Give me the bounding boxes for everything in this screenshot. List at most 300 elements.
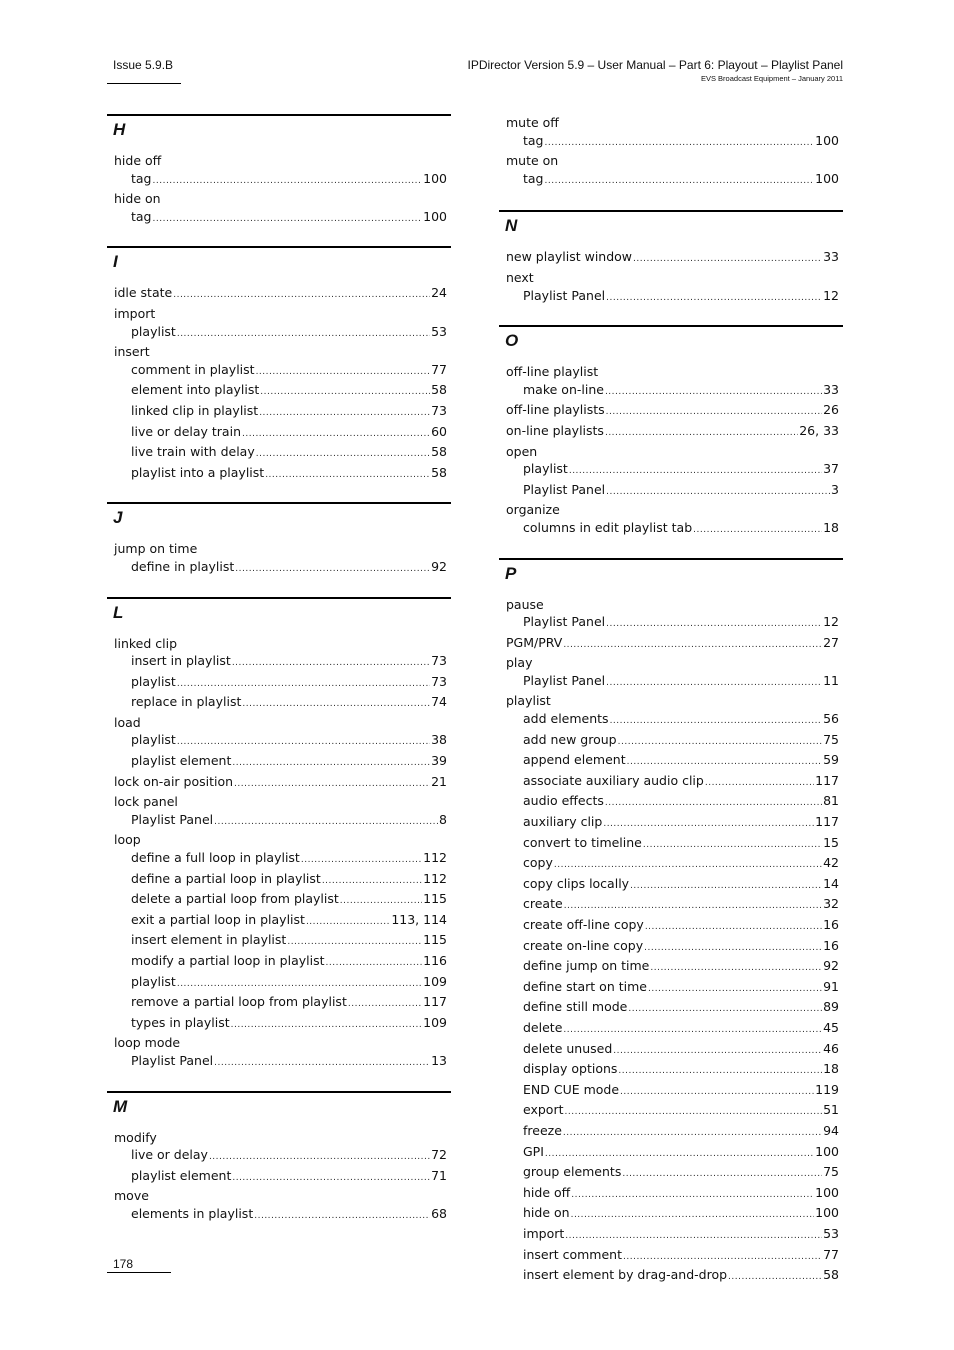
- dot-leader: [610, 713, 823, 731]
- page-reference: 100: [423, 170, 447, 186]
- index-subentry: [499, 916, 843, 937]
- page-reference: 117: [815, 772, 839, 788]
- index-subentry: [107, 1052, 451, 1073]
- dot-leader: [728, 1269, 822, 1287]
- index-term: playlist: [523, 461, 568, 477]
- document-subtitle: EVS Broadcast Equipment – January 2011: [700, 74, 843, 83]
- index-term: Playlist Panel: [523, 672, 606, 688]
- page-reference: 27: [823, 634, 839, 650]
- dot-leader: [606, 616, 822, 634]
- dot-leader: [643, 837, 822, 855]
- index-subentry: [499, 170, 843, 191]
- dot-leader: [287, 934, 422, 952]
- index-term: add elements: [523, 711, 609, 727]
- page-reference: 14: [823, 875, 839, 891]
- header-rule: [107, 83, 181, 84]
- index-subentry: [499, 1266, 843, 1287]
- page-reference: 18: [823, 519, 839, 535]
- dot-leader: [326, 955, 423, 973]
- dot-leader: [545, 1146, 814, 1164]
- index-subentry: [499, 834, 843, 855]
- index-term: insert in playlist: [131, 653, 231, 669]
- index-subentry: [499, 460, 843, 481]
- index-term: lock on-air position: [114, 773, 234, 789]
- index-term: hide on: [523, 1205, 570, 1221]
- index-entry: [107, 1129, 451, 1147]
- index-term: modify: [114, 1129, 157, 1145]
- dot-leader: [644, 940, 822, 958]
- page-reference: 38: [431, 732, 447, 748]
- index-term: display options: [523, 1061, 618, 1077]
- page-reference: 73: [431, 673, 447, 689]
- index-subentry: [107, 673, 451, 694]
- index-subentry: [107, 973, 451, 994]
- index-subentry: [499, 613, 843, 634]
- dot-leader: [627, 754, 822, 772]
- section-letter: N: [499, 210, 843, 248]
- index-term: create off-line copy: [523, 917, 644, 932]
- index-term: copy: [523, 855, 553, 871]
- index-section-l: [107, 597, 451, 1073]
- index-term: lock panel: [114, 794, 178, 810]
- page-reference: 56: [823, 711, 839, 727]
- dot-leader: [235, 561, 430, 579]
- dot-leader: [232, 755, 430, 773]
- index-column-right: [499, 114, 843, 1305]
- index-subentry: [499, 1081, 843, 1102]
- index-section-h: [107, 114, 451, 228]
- index-entry: [107, 152, 451, 170]
- page-reference: 12: [823, 287, 839, 303]
- dot-leader: [618, 734, 822, 752]
- index-subentry: [499, 1163, 843, 1184]
- index-entry: [499, 363, 843, 381]
- index-subentry: [107, 993, 451, 1014]
- document-title: IPDirector Version 5.9 – User Manual – Part 6: Playout – Playlist Panel: [467, 58, 843, 72]
- dot-leader: [645, 919, 822, 937]
- page-reference: 77: [823, 1246, 839, 1262]
- dot-leader: [177, 676, 430, 694]
- index-term: group elements: [523, 1164, 622, 1180]
- index-term: comment in playlist: [131, 361, 255, 377]
- index-term: define in playlist: [131, 558, 235, 574]
- page-reference: 26: [823, 402, 839, 418]
- index-subentry: [107, 402, 451, 423]
- index-subentry: [107, 443, 451, 464]
- index-term: Playlist Panel: [523, 287, 606, 303]
- index-term: live or delay train: [131, 423, 241, 439]
- index-entry: [499, 634, 843, 655]
- page-reference: 21: [431, 773, 447, 789]
- page-reference: 75: [823, 1164, 839, 1180]
- dot-leader: [545, 173, 815, 191]
- dot-leader: [633, 251, 822, 269]
- index-term: mute off: [506, 115, 559, 130]
- page-reference: 113, 114: [391, 911, 447, 927]
- dot-leader: [571, 1187, 814, 1205]
- dot-leader: [605, 384, 822, 402]
- index-term: move: [114, 1188, 149, 1204]
- footer-rule: [107, 1272, 171, 1273]
- page-reference: 68: [431, 1205, 447, 1221]
- dot-leader: [256, 364, 431, 382]
- dot-leader: [322, 873, 422, 891]
- index-term: mute on: [506, 153, 559, 169]
- index-term: playlist: [131, 673, 176, 689]
- page-reference: 116: [423, 953, 447, 968]
- dot-leader: [693, 522, 822, 540]
- index-term: next: [506, 269, 534, 285]
- dot-leader: [565, 1104, 823, 1122]
- index-term: linked clip in playlist: [131, 402, 259, 418]
- page-reference: 11: [823, 672, 839, 688]
- page-reference: 16: [823, 937, 839, 953]
- index-entry: [499, 248, 843, 269]
- page-reference: 115: [423, 932, 447, 948]
- dot-leader: [214, 814, 438, 832]
- index-subentry: [499, 381, 843, 402]
- page-reference: 109: [423, 1014, 447, 1030]
- index-term: idle state: [114, 285, 173, 301]
- dot-leader: [209, 1149, 430, 1167]
- index-entry: [107, 831, 451, 849]
- index-term: insert comment: [523, 1246, 622, 1262]
- index-subentry: [107, 323, 451, 344]
- index-term: delete unused: [523, 1040, 613, 1056]
- page-reference: 77: [431, 361, 447, 377]
- index-section-m: [107, 1091, 451, 1226]
- index-entry: [107, 190, 451, 208]
- index-subentry: [499, 1246, 843, 1267]
- index-section-n: [499, 210, 843, 307]
- index-entry: [499, 114, 843, 132]
- index-term: define start on time: [523, 978, 647, 994]
- index-subentry: [107, 731, 451, 752]
- index-term: import: [114, 305, 156, 321]
- page-reference: 53: [431, 323, 447, 339]
- index-term: define jump on time: [523, 958, 650, 974]
- index-term: export: [523, 1102, 564, 1118]
- dot-leader: [606, 675, 822, 693]
- page-reference: 32: [823, 896, 839, 912]
- index-term: off-line playlist: [506, 364, 599, 380]
- index-entry: [107, 773, 451, 794]
- index-entry: [499, 596, 843, 614]
- page-reference: 100: [815, 1184, 839, 1200]
- dot-leader: [603, 816, 814, 834]
- index-entry: [499, 401, 843, 422]
- page-reference: 58: [431, 382, 447, 398]
- index-term: playlist element: [131, 1167, 232, 1183]
- index-subentry: [107, 652, 451, 673]
- index-subentry: [499, 132, 843, 153]
- page-reference: 92: [431, 558, 447, 574]
- index-term: playlist: [131, 323, 176, 339]
- page-reference: 117: [423, 994, 447, 1010]
- index-subentry: [499, 1019, 843, 1040]
- section-letter: J: [107, 502, 451, 540]
- index-subentry: [499, 1060, 843, 1081]
- dot-leader: [306, 914, 390, 932]
- index-term: Playlist Panel: [131, 1052, 214, 1068]
- dot-leader: [177, 976, 422, 994]
- index-subentry: [107, 208, 451, 229]
- dot-leader: [565, 1228, 822, 1246]
- index-entry: [499, 692, 843, 710]
- page-reference: 91: [823, 978, 839, 994]
- page-reference: 13: [431, 1052, 447, 1068]
- index-term: off-line playlists: [506, 402, 605, 418]
- dot-leader: [242, 426, 430, 444]
- page-reference: 115: [423, 891, 447, 907]
- dot-leader: [563, 1022, 822, 1040]
- index-term: playlist: [506, 693, 551, 709]
- index-term: associate auxiliary audio clip: [523, 772, 704, 788]
- page-reference: 60: [431, 423, 447, 439]
- index-term: elements in playlist: [131, 1205, 254, 1221]
- index-entry: [107, 284, 451, 305]
- dot-leader: [153, 211, 423, 229]
- index-subentry: [499, 978, 843, 999]
- index-term: organize: [506, 502, 560, 518]
- index-term: playlist: [131, 973, 176, 989]
- index-subentry: [499, 1204, 843, 1225]
- index-term: delete: [523, 1019, 563, 1035]
- dot-leader: [214, 1055, 430, 1073]
- index-subentry: [499, 672, 843, 693]
- page-reference: 18: [823, 1061, 839, 1077]
- index-term: playlist: [131, 732, 176, 748]
- dot-leader: [620, 1084, 814, 1102]
- index-term: tag: [131, 170, 152, 186]
- page-reference: 73: [431, 402, 447, 418]
- index-subentry: [107, 464, 451, 485]
- index-term: linked clip: [114, 635, 178, 651]
- index-section-i: [107, 246, 451, 484]
- page-reference: 74: [431, 694, 447, 710]
- index-term: hide off: [114, 153, 162, 168]
- page-reference: 73: [431, 653, 447, 669]
- index-term: hide on: [114, 191, 161, 207]
- index-term: append element: [523, 752, 626, 768]
- page-reference: 100: [815, 1143, 839, 1159]
- index-term: insert element in playlist: [131, 932, 287, 948]
- dot-leader: [153, 173, 423, 191]
- index-term: create: [523, 896, 563, 912]
- index-entry: [107, 1034, 451, 1052]
- page-reference: 26, 33: [799, 422, 839, 438]
- page-reference: 92: [823, 958, 839, 974]
- dot-leader: [173, 287, 430, 305]
- page-reference: 45: [823, 1019, 839, 1035]
- index-subentry: [107, 752, 451, 773]
- page-reference: 89: [823, 999, 839, 1015]
- dot-leader: [177, 734, 430, 752]
- dot-leader: [622, 1166, 822, 1184]
- index-term: hide off: [523, 1184, 571, 1200]
- index-subentry: [499, 751, 843, 772]
- index-subentry: [107, 170, 451, 191]
- page-reference: 53: [823, 1225, 839, 1241]
- page-reference: 8: [439, 811, 447, 827]
- index-term: GPI: [523, 1143, 544, 1159]
- index-subentry: [499, 895, 843, 916]
- index-term: live or delay: [131, 1147, 208, 1163]
- page-reference: 109: [423, 973, 447, 989]
- page-reference: 16: [823, 917, 839, 932]
- dot-leader: [545, 135, 815, 153]
- index-subentry: [499, 1184, 843, 1205]
- dot-leader: [564, 898, 822, 916]
- page-reference: 100: [423, 208, 447, 224]
- index-entry: [499, 269, 843, 287]
- index-subentry: [107, 558, 451, 579]
- dot-leader: [554, 857, 822, 875]
- page-number: 178: [113, 1257, 134, 1271]
- page-reference: 100: [815, 132, 839, 148]
- dot-leader: [177, 326, 430, 344]
- index-subentry: [107, 1205, 451, 1226]
- dot-leader: [254, 1208, 430, 1226]
- page-reference: 119: [815, 1081, 839, 1097]
- index-term: new playlist window: [506, 249, 633, 265]
- index-term: modify a partial loop in playlist: [131, 953, 325, 968]
- index-term: playlist into a playlist: [131, 464, 265, 480]
- index-term: on-line playlists: [506, 422, 604, 438]
- index-term: loop: [114, 832, 141, 848]
- index-subentry: [107, 911, 451, 932]
- dot-leader: [623, 1249, 822, 1267]
- index-term: jump on time: [114, 541, 198, 557]
- index-section-m-continued: [499, 114, 843, 190]
- page-reference: 100: [815, 170, 839, 186]
- index-term: define a partial loop in playlist: [131, 870, 321, 886]
- index-term: insert: [114, 344, 150, 360]
- dot-leader: [232, 655, 430, 673]
- index-term: freeze: [523, 1122, 562, 1138]
- index-entry: [499, 654, 843, 672]
- index-subentry: [499, 1122, 843, 1143]
- index-subentry: [107, 849, 451, 870]
- index-subentry: [499, 1040, 843, 1061]
- index-entry: [107, 343, 451, 361]
- index-section-p: [499, 558, 843, 1287]
- index-term: replace in playlist: [131, 694, 242, 710]
- dot-leader: [231, 1017, 423, 1035]
- index-entry: [107, 714, 451, 732]
- page-reference: 51: [823, 1102, 839, 1118]
- index-term: Playlist Panel: [523, 614, 606, 630]
- page-reference: 39: [431, 753, 447, 769]
- index-subentry: [107, 952, 451, 973]
- page-reference: 71: [431, 1167, 447, 1183]
- dot-leader: [256, 446, 430, 464]
- index-term: insert element by drag-and-drop: [523, 1267, 728, 1283]
- index-term: element into playlist: [131, 382, 260, 398]
- index-subentry: [499, 792, 843, 813]
- dot-leader: [301, 852, 422, 870]
- index-term: create on-line copy: [523, 937, 644, 953]
- page-reference: 81: [823, 793, 839, 809]
- index-term: define still mode: [523, 999, 628, 1015]
- index-term: copy clips locally: [523, 875, 630, 891]
- page-reference: 112: [423, 870, 447, 886]
- dot-leader: [260, 384, 430, 402]
- index-term: playlist element: [131, 753, 232, 769]
- index-entry: [107, 1187, 451, 1205]
- page-reference: 24: [431, 285, 447, 301]
- index-term: convert to timeline: [523, 834, 642, 850]
- index-subentry: [499, 731, 843, 752]
- dot-leader: [348, 996, 422, 1014]
- index-subentry: [499, 875, 843, 896]
- index-subentry: [499, 1225, 843, 1246]
- index-subentry: [107, 870, 451, 891]
- dot-leader: [606, 290, 822, 308]
- page-reference: 75: [823, 731, 839, 747]
- section-letter: H: [107, 114, 451, 152]
- index-term: auxiliary clip: [523, 814, 603, 830]
- dot-leader: [628, 1001, 822, 1019]
- index-entry: [499, 422, 843, 443]
- index-term: add new group: [523, 731, 617, 747]
- index-subentry: [107, 811, 451, 832]
- dot-leader: [650, 960, 822, 978]
- page-reference: 15: [823, 834, 839, 850]
- index-subentry: [499, 957, 843, 978]
- dot-leader: [340, 893, 422, 911]
- index-subentry: [107, 1014, 451, 1035]
- section-letter: O: [499, 325, 843, 363]
- page-header-right: [467, 58, 843, 83]
- index-subentry: [107, 423, 451, 444]
- dot-leader: [605, 795, 822, 813]
- index-term: END CUE mode: [523, 1081, 620, 1097]
- dot-leader: [605, 425, 798, 443]
- index-term: open: [506, 443, 538, 459]
- dot-leader: [606, 404, 822, 422]
- page-reference: 117: [815, 814, 839, 830]
- index-subentry: [499, 998, 843, 1019]
- dot-leader: [705, 775, 814, 793]
- index-subentry: [107, 1167, 451, 1188]
- page-reference: 58: [431, 444, 447, 460]
- index-subentry: [499, 1143, 843, 1164]
- index-subentry: [499, 772, 843, 793]
- page-reference: 12: [823, 614, 839, 630]
- index-term: live train with delay: [131, 444, 255, 460]
- index-term: loop mode: [114, 1035, 181, 1051]
- dot-leader: [606, 484, 830, 502]
- index-term: tag: [131, 208, 152, 224]
- page-reference: 46: [823, 1040, 839, 1056]
- index-column-left: [107, 114, 451, 1244]
- index-subentry: [499, 813, 843, 834]
- index-term: columns in edit playlist tab: [523, 519, 693, 535]
- page-reference: 94: [823, 1122, 839, 1138]
- page-reference: 58: [823, 1267, 839, 1283]
- page-reference: 100: [815, 1205, 839, 1221]
- page-reference: 33: [823, 381, 839, 397]
- index-entry: [107, 793, 451, 811]
- dot-leader: [569, 463, 822, 481]
- page-reference: 37: [823, 461, 839, 477]
- index-term: tag: [523, 170, 544, 186]
- index-entry: [499, 152, 843, 170]
- index-subentry: [499, 287, 843, 308]
- dot-leader: [232, 1170, 430, 1188]
- index-term: define a full loop in playlist: [131, 850, 300, 866]
